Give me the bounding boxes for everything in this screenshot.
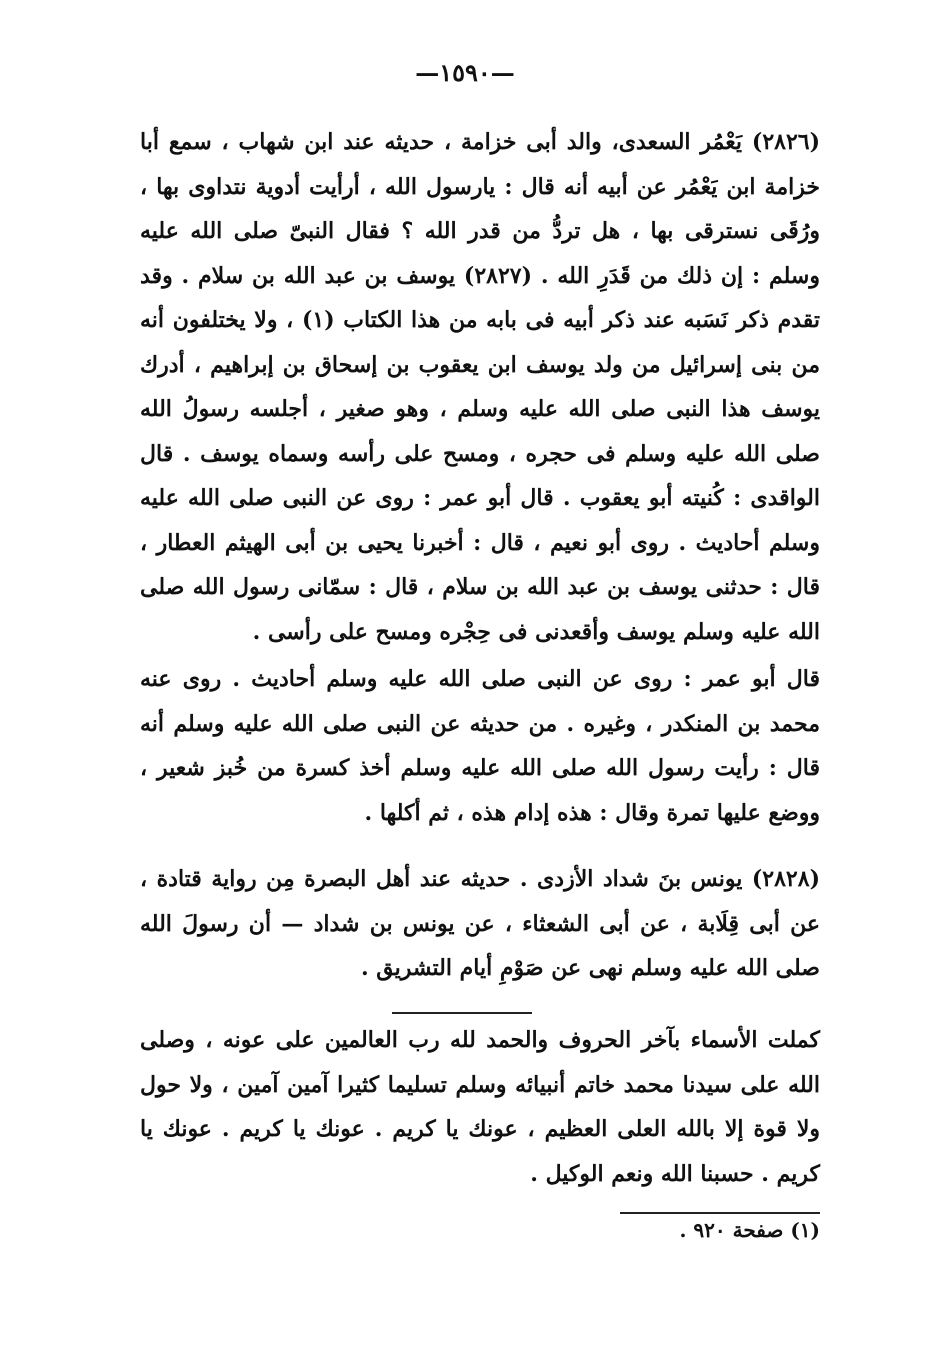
entry-2826-2827 — [140, 120, 820, 654]
entry-text: يوسف بن عبد الله بن سلام . وقد تقدم ذكر نَسَبه عند ذكر أبيه فى بابه من هذا الكتاب (١) ، ولا يختلفون أنه من بنى إسرائيل من ولد يوسف ابن يعقوب بن إسحاق بن إبراهيم ، أدرك يوسف هذا النبى صلى الله عليه وسلم ، وهو صغير ، أجلسه رسولُ الله صلى الله عليه وسلم فى حجره ، ومسح على رأسه وسماه يوسف . قال الواقدى : كُنيته أبو يعقوب . قال أبو عمر : روى عن النبى صلى الله عليه وسلم أحاديث . روى أبو نعيم ، قال : أخبرنا يحيى بن أبى الهيثم العطار ، قال : حدثنى يوسف بن عبد الله بن سلام ، قال : سمّانى رسول الله صلى الله عليه وسلم يوسف وأقعدنى فى حِجْره ومسح على رأسى . — [140, 262, 820, 645]
entry-text: يَعْمُر السعدى، والد أبى خزامة ، حديثه عند ابن شهاب ، سمع أبا خزامة ابن يَعْمُر عن أبيه أنه قال : يارسول الله ، أرأيت أدوية نتداوى بها ، ورُقَى نسترقى بها ، هل تردُّ من قدر الله ؟ فقال النبىّ صلى الله عليه وسلم : إن ذلك من قَدَرِ الله . — [140, 129, 820, 289]
entry-text: يونس بنَ شداد الأزدى . حديثه عند أهل البصرة مِن رواية قتادة ، عن أبى قِلَابة ، عن أبى الشعثاء ، عن يونس بن شداد — أن رسولَ الله صلى الله عليه وسلم نهى عن صَوْمِ أيام التشريق . — [140, 866, 820, 981]
footnote: (١) صفحة ٩٢٠ . — [679, 1218, 820, 1242]
page-number: —١٥٩٠— — [415, 58, 515, 87]
entry-2827-continuation: قال أبو عمر : روى عن النبى صلى الله عليه وسلم أحاديث . روى عنه محمد بن المنكدر ، وغيره . من حديثه عن النبى صلى الله عليه وسلم أنه قال : رأيت رسول الله صلى الله عليه وسلم أخذ كسرة من خُبز شعير ، ووضع عليها تمرة وقال : هذه إدام هذه ، ثم أكلها . — [140, 666, 820, 826]
colophon: كملت الأسماء بآخر الحروف والحمد لله رب العالمين على عونه ، وصلى الله على سيدنا محمد خاتم أنبيائه وسلم تسليما كثيرا آمين آمين ، ولا حول ولا قوة إلا بالله العلى العظيم ، عونك يا كريم . عونك يا كريم . عونك يا كريم . حسبنا الله ونعم الوكيل . — [140, 1027, 820, 1187]
entry-number: (٢٨٢٦) — [751, 129, 821, 155]
footnote-divider — [620, 1212, 820, 1214]
section-divider — [392, 1012, 532, 1014]
entry-number: (٢٨٢٨) — [751, 866, 820, 892]
entry-number: (٢٨٢٧) — [463, 262, 533, 289]
entry-2828 — [140, 857, 820, 991]
